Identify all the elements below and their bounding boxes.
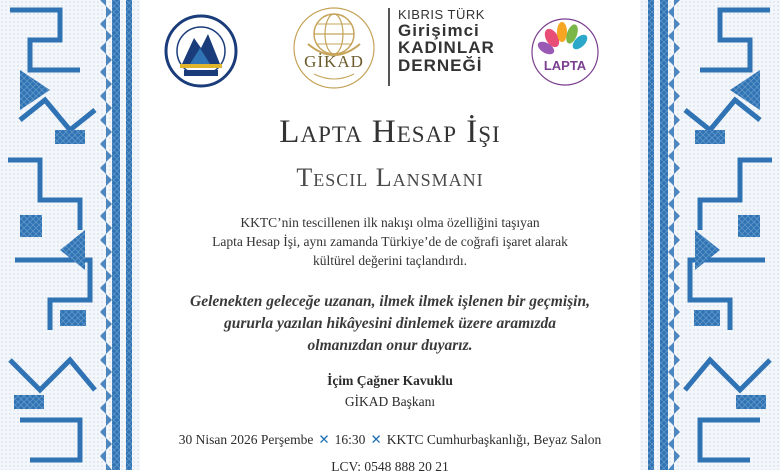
right-embroidery-border: [640, 0, 780, 470]
org-line-4: DERNEĞİ: [398, 56, 483, 76]
event-time: 16:30: [334, 432, 366, 447]
event-date: 30 Nisan 2026 Perşembe: [178, 432, 314, 447]
logo-row: [140, 0, 640, 100]
invitation-quote: [150, 291, 630, 357]
intro-line: Lapta Hesap İşi, aynı zamanda Türkiye’de de coğrafi işaret alarak: [212, 234, 568, 249]
quote-line: gururla yazılan hikâyesini dinlemek üzere aramızda: [223, 315, 556, 332]
intro-line: KKTC’nin tescillenen ilk nakışı olma özelliğini taşıyan: [240, 215, 540, 230]
intro-paragraph: [160, 213, 620, 270]
gikad-logo-text: GİKAD: [304, 52, 364, 71]
organization-name: [398, 8, 495, 75]
rsvp-contact: LCV: 0548 888 20 21: [331, 459, 449, 474]
embroidery-pattern-icon: [640, 0, 780, 470]
signer-title: GİKAD Başkanı: [344, 394, 436, 409]
org-line-2: Girişimci: [398, 20, 480, 40]
quote-line: olmanızdan onur duyarız.: [307, 337, 473, 354]
cross-separator-icon: ✕: [318, 432, 330, 448]
event-venue: KKTC Cumhurbaşkanlığı, Beyaz Salon: [386, 432, 602, 447]
intro-line: kültürel değerini taçlandırdı.: [312, 253, 468, 268]
quote-line: Gelenekten geleceğe uzanan, ilmek ilmek işlenen bir geçmişin,: [190, 293, 590, 310]
org-line-3: KADINLAR: [398, 38, 495, 58]
cross-separator-icon: ✕: [370, 432, 382, 448]
page-subtitle: Tescil Lansmanı: [296, 163, 484, 192]
left-embroidery-border: [0, 0, 140, 470]
signer-name: İçim Çağner Kavuklu: [327, 373, 453, 388]
org-line-1: KIBRIS TÜRK: [398, 7, 485, 22]
embroidery-pattern-icon: [0, 0, 140, 470]
lapta-association-logo-icon: [522, 16, 608, 88]
page-title: Lapta Hesap İşi: [279, 114, 501, 150]
logo-divider: [388, 8, 390, 86]
gikad-logo-icon: [286, 4, 382, 94]
event-details: [130, 432, 650, 448]
lapta-logo-text: LAPTA: [543, 58, 587, 73]
municipality-logo-icon: [164, 14, 238, 88]
invitation-card: [140, 0, 640, 474]
